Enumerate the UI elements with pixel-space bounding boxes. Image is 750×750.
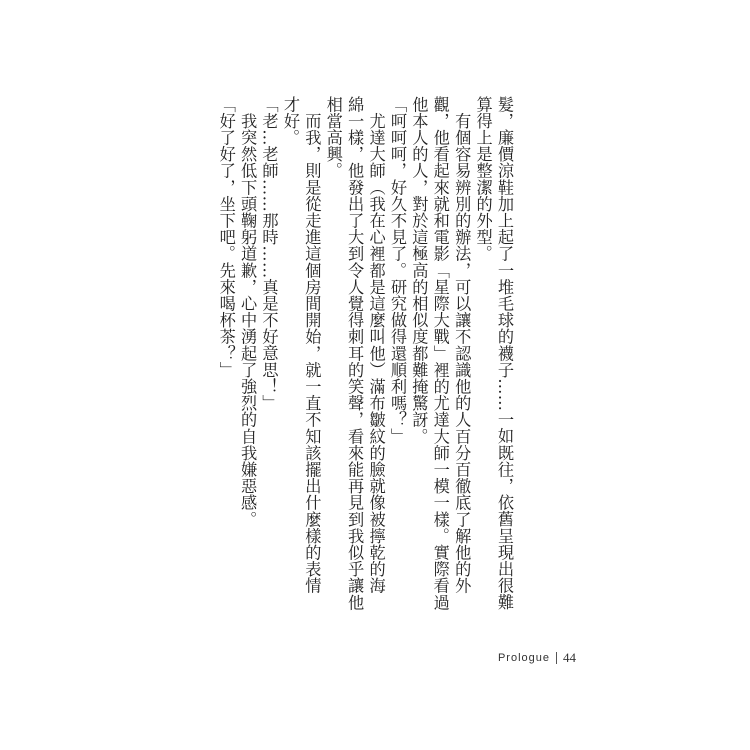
text-line: 觀，他看起來就和電影「星際大戰」裡的尤達大師一模一樣。實際看過 (430, 96, 450, 611)
text-line: 綿一樣，他發出了大到令人覺得刺耳的笑聲，看來能再見到我似乎讓他 (345, 96, 365, 611)
text-line: 尤達大師（我在心裡都是這麼叫他）滿布皺紋的臉就像被擰乾的海 (366, 96, 386, 594)
text-line: 「好了好了，坐下吧。先來喝杯茶？」 (216, 96, 236, 379)
footer-divider (556, 652, 557, 664)
text-line: 而我，則是從走進這個房間開始，就一直不知該擺出什麼樣的表情 (302, 96, 322, 594)
vertical-text-body (215, 96, 515, 616)
text-line: 相當高興。 (323, 96, 343, 179)
page-footer (498, 650, 576, 666)
page-number: 44 (563, 650, 576, 665)
text-line: 有個容易辨別的辦法，可以讓不認識他的人百分百徹底了解他的外 (452, 96, 472, 594)
text-line: 他本人的人，對於這極高的相似度都難掩驚訝。 (409, 96, 429, 445)
text-line: 「呵呵呵，好久不見了。研究做得還順利嗎？」 (387, 96, 407, 445)
section-title: Prologue (497, 652, 550, 664)
text-line: 「老…老師……那時……真是不好意思！」 (259, 96, 279, 412)
text-line: 髮，廉價涼鞋加上起了一堆毛球的襪子……一如既往，依舊呈現出很難 (495, 96, 514, 611)
text-line: 才好。 (280, 96, 300, 146)
text-line: 我突然低下頭鞠躬道歉，心中湧起了強烈的自我嫌惡感。 (238, 96, 258, 528)
text-line: 算得上是整潔的外型。 (473, 96, 493, 262)
